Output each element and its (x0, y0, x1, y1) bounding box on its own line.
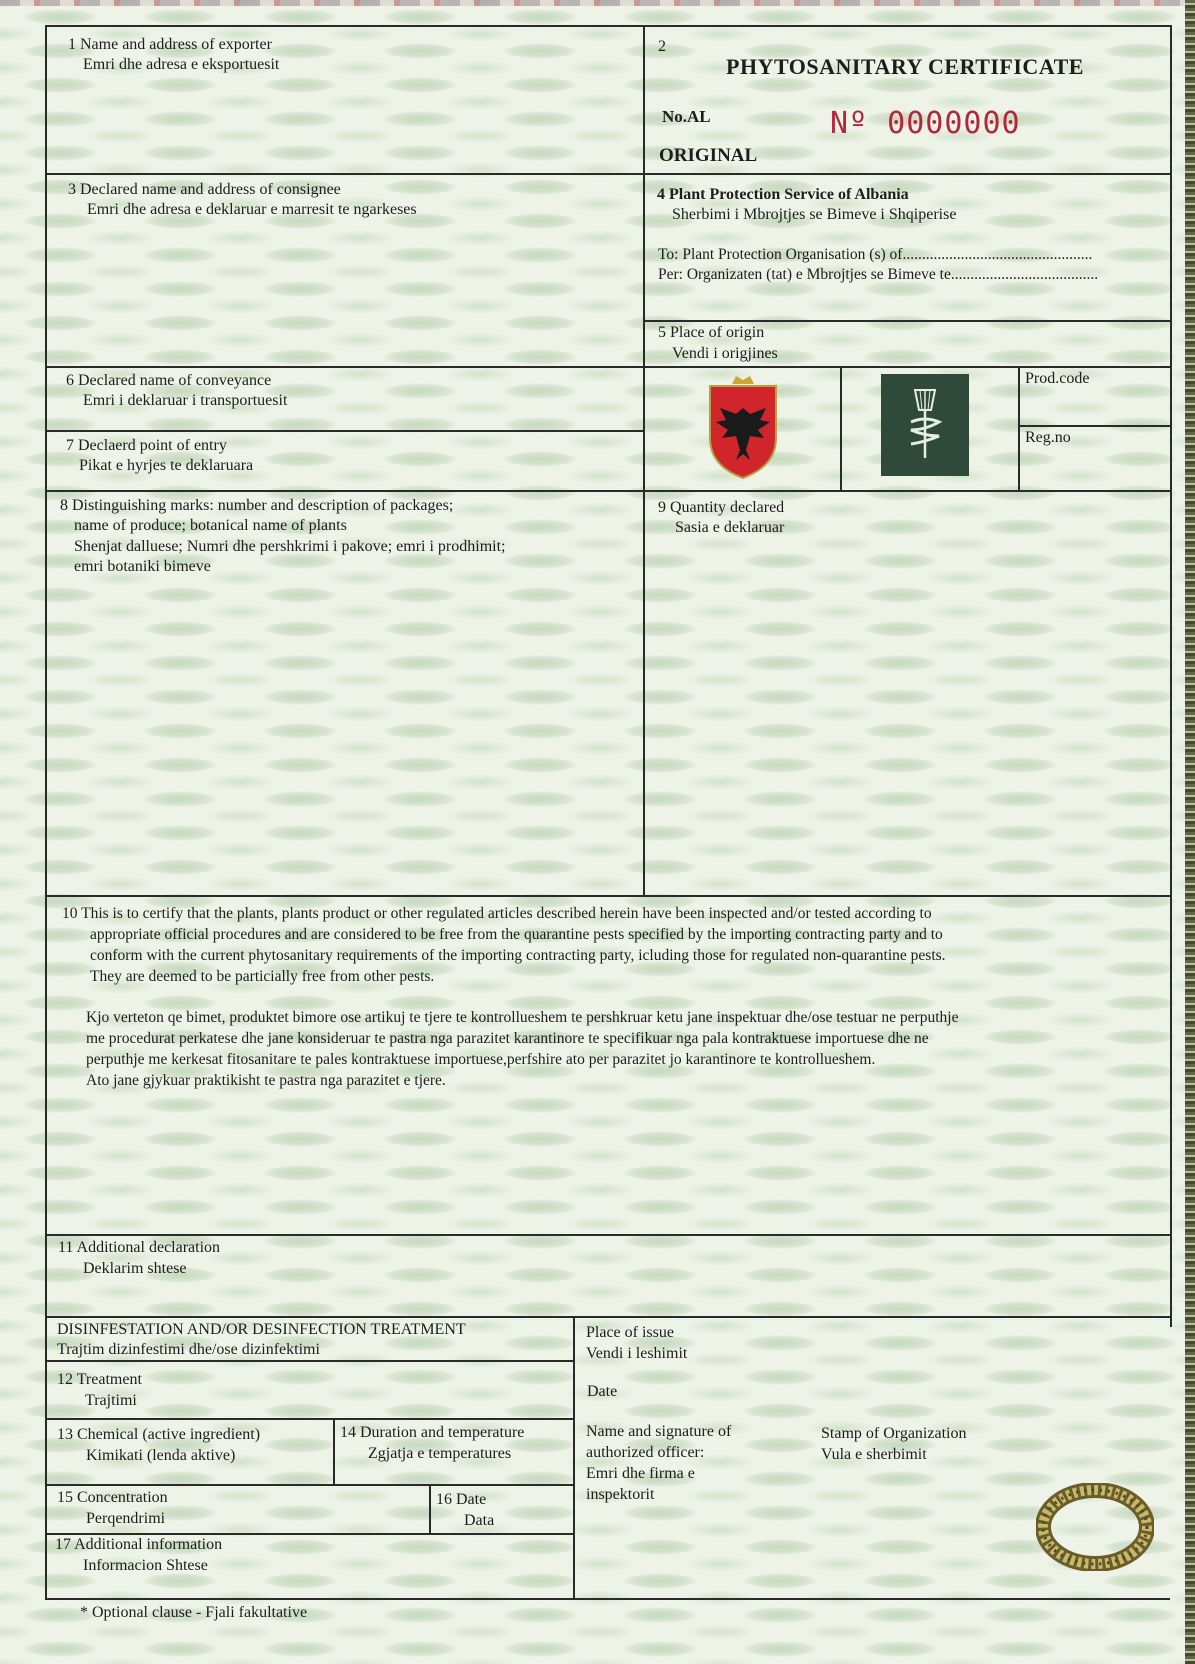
box8-label-sq: Shenjat dalluese; Numri dhe pershkrimi i pakove; emri i prodhimit; (74, 538, 506, 555)
officer-signature-label-2: authorized officer: (586, 1444, 705, 1461)
top-security-strip (0, 0, 1195, 6)
box5-label: 5 Place of origin (658, 324, 765, 341)
box15-label: 15 Concentration (57, 1489, 168, 1506)
box17-label: 17 Additional information (55, 1536, 223, 1553)
original-label: ORIGINAL (659, 145, 758, 166)
certification-text-en-3: conform with the current phytosanitary requirements of the importing contracting party, icluding those for regulated non-quarantine pests. (90, 947, 946, 964)
box15-label-sq: Perqendrimi (86, 1510, 166, 1527)
optional-clause-note: * Optional clause - Fjali fakultative (80, 1604, 308, 1621)
box9-label-sq: Sasia e deklaruar (675, 519, 785, 536)
per-organisation-line: Per: Organizaten (tat) e Mbrojtjes se Bimeve te...................................... (658, 266, 1099, 283)
officer-signature-label-sq: Emri dhe firma e (586, 1465, 695, 1482)
reg-no-label: Reg.no (1025, 429, 1071, 446)
box4-label: 4 Plant Protection Service of Albania (657, 186, 909, 203)
plant-protection-logo-icon (881, 374, 969, 476)
box14-label-sq: Zgjatja e temperatures (368, 1445, 512, 1462)
box3-label: 3 Declared name and address of consignee (68, 181, 341, 198)
box12-label: 12 Treatment (57, 1371, 142, 1388)
certification-text-en-2: appropriate official procedures and are considered to be free from the quarantine pests specified by the importing contracting party and to (90, 926, 943, 943)
number-label: No.AL (662, 107, 711, 126)
box16-label-sq: Data (464, 1512, 495, 1529)
box7-label: 7 Declaerd point of entry (66, 437, 227, 454)
box13-label: 13 Chemical (active ingredient) (57, 1426, 261, 1443)
box1-label: 1 Name and address of exporter (68, 36, 272, 53)
box6-label-sq: Emri i deklaruar i transportuesit (83, 392, 288, 409)
certification-text-en-1: 10 This is to certify that the plants, plants product or other regulated articles described herein have been inspected and/or tested according to (62, 905, 932, 922)
stamp-label: Stamp of Organization (821, 1425, 967, 1442)
box1-label-sq: Emri dhe adresa e eksportuesit (83, 56, 280, 73)
officer-signature-label-sq-2: inspektorit (586, 1486, 655, 1503)
certification-text-sq-3: perputhje me kerkesat fitosanitare te pales kontraktuese importuese,perfshire ato per parazitet jo karantinore te kontrollueshem. (86, 1051, 876, 1068)
box7-label-sq: Pikat e hyrjes te deklaruara (79, 457, 254, 474)
certificate-title: PHYTOSANITARY CERTIFICATE (726, 54, 1084, 79)
box13-label-sq: Kimikati (lenda aktive) (86, 1447, 236, 1464)
serial-number: Nº 0000000 (830, 106, 1021, 141)
box16-label: 16 Date (436, 1491, 487, 1508)
place-of-issue-label-sq: Vendi i leshimit (586, 1345, 688, 1362)
place-of-issue-label: Place of issue (586, 1324, 674, 1341)
certification-text-sq-4: Ato jane gjykuar praktikisht te pastra nga parazitet e tjere. (86, 1072, 446, 1089)
treatment-header: DISINFESTATION AND/OR DESINFECTION TREATMENT (57, 1321, 466, 1338)
box11-label: 11 Additional declaration (58, 1239, 221, 1256)
box3-label-sq: Emri dhe adresa e deklaruar e marresit te ngarkeses (87, 201, 417, 218)
certification-text-en-4: They are deemed to be particially free from other pests. (90, 968, 435, 985)
box8-label-sq-2: emri botaniki bimeve (74, 558, 211, 575)
date-label: Date (587, 1383, 618, 1400)
stamp-label-sq: Vula e sherbimit (821, 1446, 927, 1463)
certification-text-sq-1: Kjo verteton qe bimet, produktet bimore ose artikuj te tjere te kontrollueshem te pershkruar ketu jane inspektuar dhe/ose testuar ne perputhje (86, 1009, 959, 1026)
prod-code-label: Prod.code (1025, 370, 1090, 387)
box8-label-2: name of produce; botanical name of plants (74, 517, 347, 534)
box2-number: 2 (658, 38, 666, 55)
box12-label-sq: Trajtimi (85, 1392, 137, 1409)
edge-security-strip (1185, 0, 1195, 1664)
box4-label-sq: Sherbimi i Mbrojtjes se Bimeve i Shqiperise (672, 206, 957, 223)
to-organisation-line: To: Plant Protection Organisation (s) of................................................. (658, 246, 1093, 263)
box17-label-sq: Informacion Shtese (83, 1557, 208, 1574)
treatment-header-sq: Trajtim dizinfestimi dhe/ose dizinfektimi (57, 1341, 320, 1358)
box9-label: 9 Quantity declared (658, 499, 785, 516)
officer-signature-label: Name and signature of (586, 1423, 732, 1440)
box11-label-sq: Deklarim shtese (83, 1260, 187, 1277)
box14-label: 14 Duration and temperature (340, 1424, 525, 1441)
box6-label: 6 Declared name of conveyance (66, 372, 272, 389)
hologram-seal-icon (1036, 1483, 1154, 1571)
box5-label-sq: Vendi i origjines (672, 345, 778, 362)
albanian-coat-of-arms-icon (706, 374, 780, 482)
box8-label: 8 Distinguishing marks: number and description of packages; (60, 497, 454, 514)
certification-text-sq-2: me procedurat perkatese dhe jane konsideruar te pastra nga parazitet karantinore te specifikuar nga pala kontraktuese importuese dhe ne (86, 1030, 929, 1047)
